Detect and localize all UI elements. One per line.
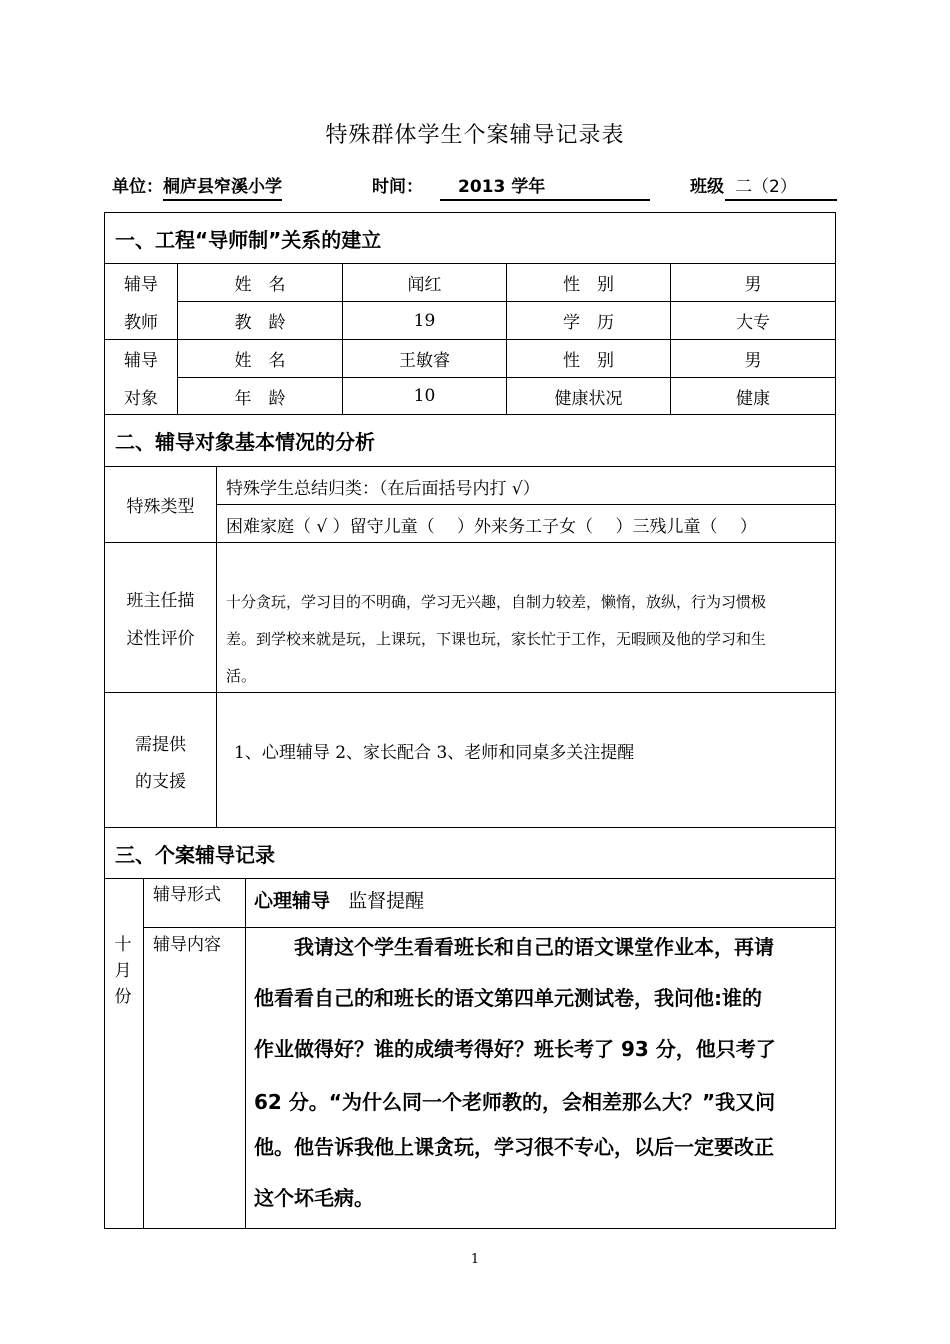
field-value: 19 [413,310,436,331]
class-underline [725,199,837,201]
content-line: 这个坏毛病。 [254,1186,374,1210]
field-label: 学 历 [563,313,614,333]
field-value: 王敏睿 [399,351,450,371]
field-value: 10 [413,386,436,406]
content-label: 辅导内容 [153,935,221,955]
target-label-1: 辅导 [124,351,158,371]
field-value: 男 [744,351,762,371]
month-char: 月 [114,961,132,981]
evaluation-line: 活。 [226,667,257,685]
time-underline [440,199,650,201]
evaluation-label-2: 述性评价 [126,628,195,649]
month-char: 十 [114,935,132,955]
rule [104,692,836,693]
rule [216,466,217,827]
rule [143,878,144,1229]
evaluation-line: 差。到学校来就是玩，上课玩，下课也玩，家长忙于工作，无暇顾及他的学习和生 [226,630,767,648]
rule [104,878,836,879]
content-line: 他看看自己的和班长的语文第四单元测试卷，我问他:谁的 [254,986,762,1010]
evaluation-label-1: 班主任描 [126,590,195,611]
class-value: 二（2） [735,177,797,197]
support-label-2: 的支援 [135,771,186,792]
section2-heading: 二、辅导对象基本情况的分析 [115,430,375,454]
support-text: 1、心理辅导 2、家长配合 3、老师和同桌多关注提醒 [234,743,635,763]
class-label: 班级 [690,177,724,197]
field-label: 健康状况 [554,388,623,409]
unit-value: 桐庐县窄溪小学 [163,172,282,201]
page-number: 1 [470,1252,480,1267]
content-line: 62 分。“为什么同一个老师教的，会相差那么大？”我又问 [254,1090,776,1114]
rule [216,504,836,505]
time-label: 时间： [372,177,423,197]
teacher-label-2: 教师 [124,313,158,333]
special-type-label: 特殊类型 [126,497,195,517]
form-label: 辅导形式 [153,885,221,905]
support-label-1: 需提供 [135,734,186,755]
field-label: 姓 名 [234,351,286,371]
field-value: 大专 [736,313,770,333]
field-label: 姓 名 [234,275,286,295]
section1-heading: 一、工程“导师制”关系的建立 [115,227,382,252]
field-value: 闻红 [407,275,442,295]
form-value-primary: 心理辅导 [254,890,331,912]
field-label: 性 别 [563,351,614,371]
field-label: 性 别 [563,275,614,295]
content-line: 我请这个学生看看班长和自己的语文课堂作业本，再请 [254,935,774,959]
field-label: 年 龄 [234,388,286,409]
section3-heading: 三、个案辅导记录 [115,842,275,867]
form-value [254,886,424,913]
special-type-options: 困难家庭（ √ ）留守儿童（ ）外来务工子女（ ）三残儿童（ ） [226,517,757,537]
content-line: 作业做得好？谁的成绩考得好？班长考了 93 分，他只考了 [254,1037,776,1061]
content-line: 他。他告诉我他上课贪玩，学习很不专心，以后一定要改正 [254,1135,774,1159]
unit-field [112,172,282,201]
rule [245,878,246,1229]
time-value: 2013 学年 [458,177,546,197]
special-type-instruction: 特殊学生总结归类：（在后面括号内打 √） [226,479,540,499]
field-label: 教 龄 [234,313,286,333]
evaluation-line: 十分贪玩，学习目的不明确，学习无兴趣，自制力较差，懒惰，放纵，行为习惯极 [226,593,767,611]
unit-label: 单位： [112,177,163,197]
target-label-2: 对象 [124,388,158,409]
form-value-secondary: 监督提醒 [348,890,425,912]
month-char: 份 [114,987,132,1007]
field-value: 男 [744,275,762,295]
field-value: 健康 [736,388,770,409]
time-field [372,172,423,197]
rule [104,542,836,543]
page-title: 特殊群体学生个案辅导记录表 [325,123,625,148]
teacher-label-1: 辅导 [124,275,158,295]
